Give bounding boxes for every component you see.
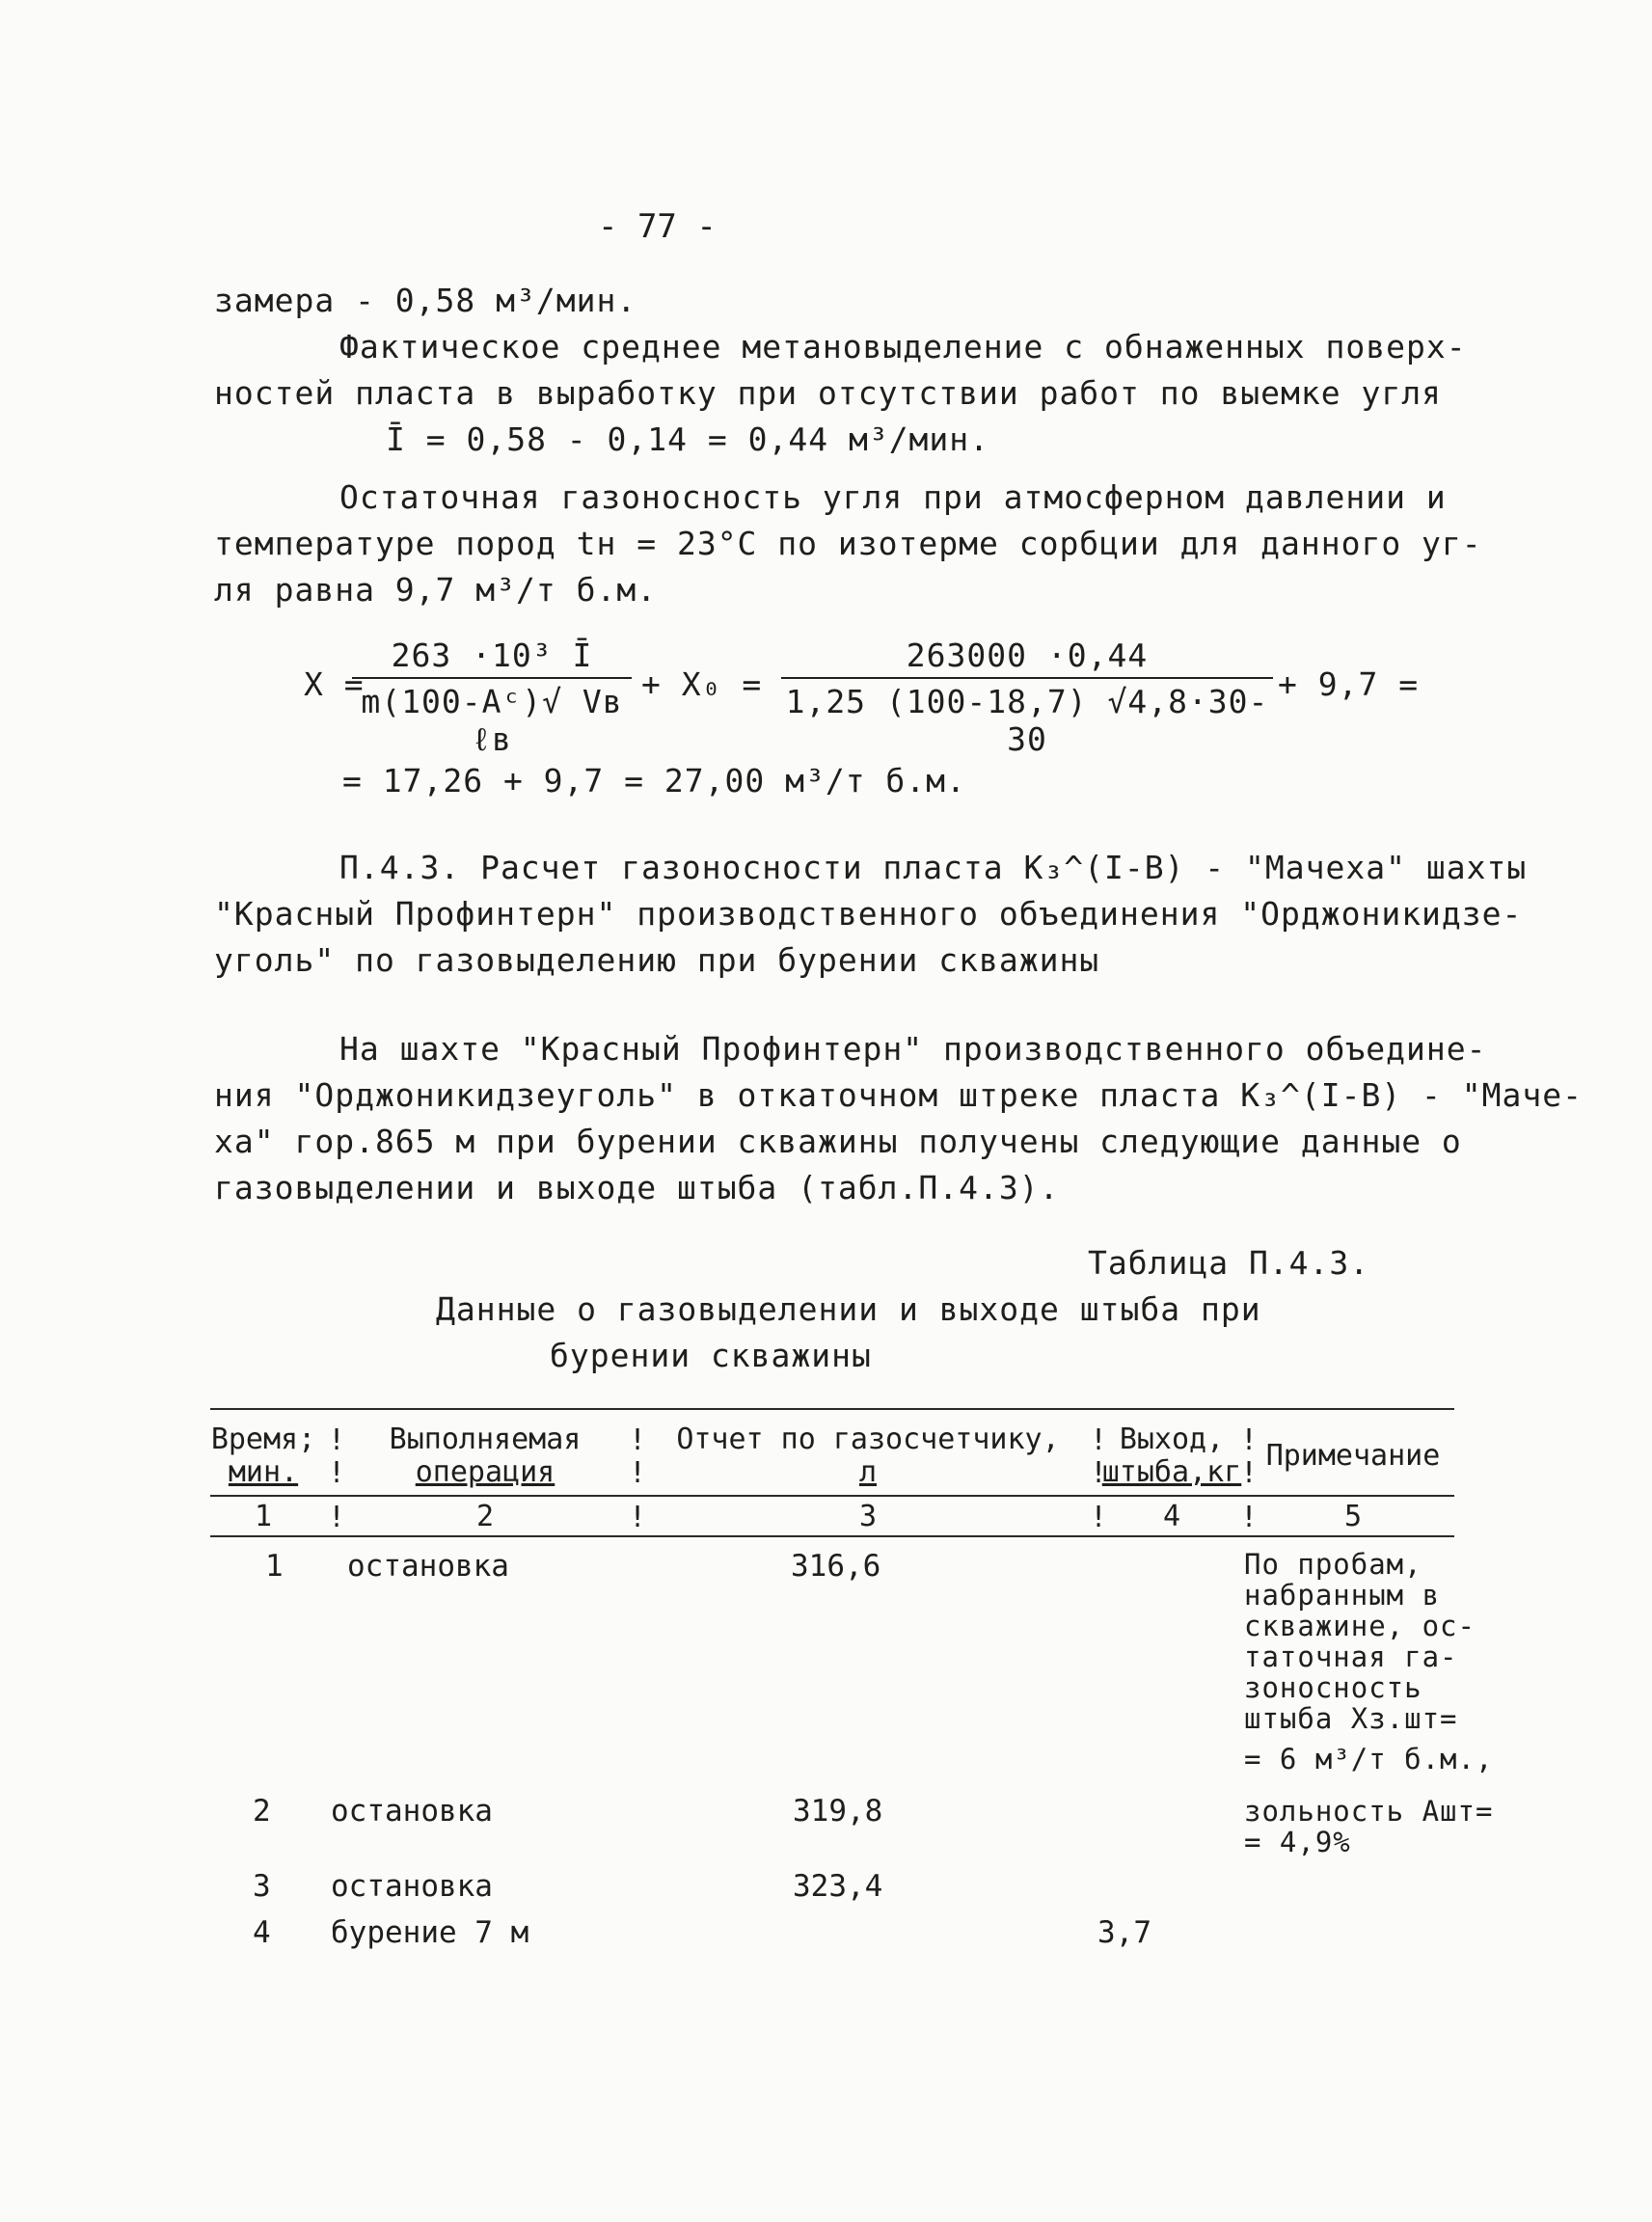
remark-line: зоносность [1244, 1671, 1422, 1704]
header-time: Время; мин. [210, 1423, 316, 1489]
header-separator: ! [328, 1423, 346, 1457]
para2-line-1: Остаточная газоносность угля при атмосферном давлении и [339, 478, 1447, 516]
row-gas-reading: 319,8 [793, 1794, 883, 1829]
row-time: 3 [253, 1869, 271, 1904]
col-number-5: 5 [1343, 1500, 1363, 1533]
row-operation: остановка [331, 1869, 493, 1904]
fraction-2-denominator: 1,25 (100-18,7) √4,8·30-30 [785, 683, 1269, 758]
header-separator: ! [1240, 1423, 1259, 1457]
equation-fraction-1 [352, 637, 632, 760]
remark-line: = 6 м³/т б.м., [1244, 1743, 1494, 1775]
equation-tail: + 9,7 = [1278, 665, 1420, 703]
remark-line: штыба Xз.шт= [1244, 1702, 1458, 1735]
section-heading-line-3: уголь" по газовыделению при бурении скважины [214, 941, 1100, 979]
equation-lhs: X = [304, 665, 365, 703]
header-separator: ! [629, 1423, 647, 1457]
header-separator: ! [1090, 1456, 1108, 1490]
table-caption-line-1: Данные о газовыделении и выходе штыба при [436, 1290, 1261, 1328]
row-gas-reading: 323,4 [793, 1869, 883, 1904]
header-separator: ! [629, 1456, 647, 1490]
section-heading-line-1: П.4.3. Расчет газоносности пласта K₃^(I-B) - "Мачеха" шахты [339, 849, 1528, 886]
fraction-2-bar [781, 677, 1273, 679]
intro-line-1: замера - 0,58 м³/мин. [214, 282, 637, 319]
page-number: - 77 - [598, 207, 717, 246]
header-operation: Выполняемая операция [389, 1423, 582, 1489]
row-time: 1 [265, 1549, 284, 1584]
para2-line-2: температуре пород tн = 23°C по изотерме сорбции для данного уг- [214, 525, 1482, 562]
para3-line-1: На шахте "Красный Профинтерн" производственного объедине- [339, 1030, 1487, 1068]
para3-line-2: ния "Орджоникидзеуголь" в откаточном штреке пласта K₃^(I-B) - "Маче- [214, 1076, 1584, 1114]
fraction-2-numerator: 263000 ·0,44 [906, 637, 1149, 674]
para3-line-4: газовыделении и выходе штыба (табл.П.4.3). [214, 1169, 1060, 1206]
header-note: Примечание [1265, 1439, 1441, 1473]
equation-result: = 17,26 + 9,7 = 27,00 м³/т б.м. [342, 762, 966, 799]
fraction-1-numerator: 263 ·10³ Ī [391, 637, 593, 674]
row-gas-reading: 316,6 [791, 1549, 881, 1584]
col-number-1: 1 [254, 1500, 273, 1533]
para2-line-3: ля равна 9,7 м³/т б.м. [214, 571, 658, 609]
header-output: Выход, штыба,кг [1101, 1423, 1242, 1489]
col-number-2: 2 [475, 1500, 495, 1533]
row-time: 4 [253, 1915, 271, 1950]
section-heading-line-2: "Красный Профинтерн" производственного объединения "Орджоникидзе- [214, 895, 1523, 933]
remark-line: = 4,9% [1244, 1826, 1351, 1858]
header-separator: ! [328, 1501, 346, 1534]
col-number-4: 4 [1162, 1500, 1181, 1533]
table-label: Таблица П.4.3. [1088, 1244, 1370, 1282]
remark-line: таточная га- [1244, 1640, 1458, 1673]
equation-plus-x0: + X₀ = [641, 665, 763, 703]
row-time: 2 [253, 1794, 271, 1829]
table-top-rule [210, 1408, 1454, 1410]
header-separator: ! [1240, 1456, 1259, 1490]
equation-fraction-2 [781, 637, 1273, 758]
row-operation: бурение 7 м [331, 1915, 529, 1950]
remark-line: набранным в [1244, 1579, 1441, 1612]
remark-line: По пробам, [1244, 1548, 1422, 1581]
fraction-1-bar [352, 677, 632, 679]
column-numbers-rule [210, 1535, 1454, 1537]
header-separator: ! [629, 1501, 647, 1534]
intro-formula: Ī = 0,58 - 0,14 = 0,44 м³/мин. [386, 420, 990, 458]
header-separator: ! [1240, 1501, 1259, 1534]
header-separator: ! [1090, 1423, 1108, 1457]
header-rule [210, 1495, 1454, 1497]
remark-line: скважине, ос- [1244, 1610, 1476, 1642]
header-gas-reading: Отчет по газосчетчику, л [676, 1423, 1060, 1489]
remark-line: зольность Aшт= [1244, 1795, 1494, 1828]
table-caption-line-2: бурении скважины [550, 1337, 872, 1374]
row-operation: остановка [347, 1549, 509, 1584]
intro-line-2: Фактическое среднее метановыделение с обнаженных поверх- [339, 328, 1467, 366]
fraction-1-denominator: m(100-Aᶜ)√ Vв ℓв [361, 683, 623, 758]
header-separator: ! [328, 1456, 346, 1490]
row-output: 3,7 [1097, 1915, 1151, 1950]
row-operation: остановка [331, 1794, 493, 1829]
para3-line-3: ха" гор.865 м при бурении скважины получены следующие данные о [214, 1123, 1462, 1160]
header-separator: ! [1090, 1501, 1108, 1534]
col-number-3: 3 [858, 1500, 878, 1533]
intro-line-3: ностей пласта в выработку при отсутствии работ по выемке угля [214, 374, 1442, 412]
